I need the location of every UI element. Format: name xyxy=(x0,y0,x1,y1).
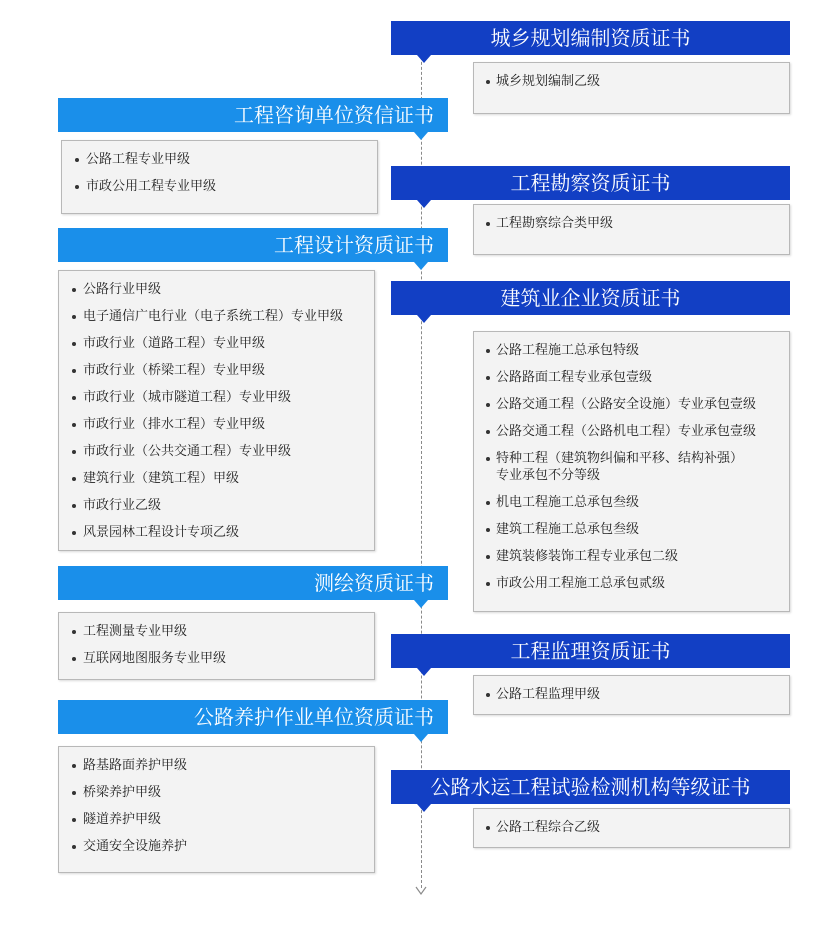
list-item: 机电工程施工总承包叁级 xyxy=(474,494,789,511)
list-item: 市政行业（道路工程）专业甲级 xyxy=(59,335,374,352)
list-item: 公路工程专业甲级 xyxy=(62,151,377,168)
timeline-arrow-icon xyxy=(415,884,427,896)
list-item: 工程勘察综合类甲级 xyxy=(474,215,789,232)
mapping-header xyxy=(58,566,448,600)
consulting-header xyxy=(58,98,448,132)
maintenance-title: 公路养护作业单位资质证书 xyxy=(194,705,434,729)
list-item: 建筑装修装饰工程专业承包二级 xyxy=(474,548,789,565)
supervision-list xyxy=(473,675,790,715)
testing-title: 公路水运工程试验检测机构等级证书 xyxy=(430,775,751,799)
list-item: 公路交通工程（公路机电工程）专业承包壹级 xyxy=(474,423,789,440)
urban-planning-list xyxy=(473,62,790,114)
supervision-header xyxy=(391,634,790,668)
design-header xyxy=(58,228,448,262)
list-item: 城乡规划编制乙级 xyxy=(474,73,789,90)
list-item: 路基路面养护甲级 xyxy=(59,757,374,774)
testing-list xyxy=(473,808,790,848)
mapping-title: 测绘资质证书 xyxy=(314,571,434,595)
maintenance-header xyxy=(58,700,448,734)
consulting-list xyxy=(61,140,378,214)
mapping-list xyxy=(58,612,375,680)
list-item: 互联网地图服务专业甲级 xyxy=(59,650,374,667)
list-item: 公路工程监理甲级 xyxy=(474,686,789,703)
maintenance-list xyxy=(58,746,375,873)
urban-planning-header xyxy=(391,21,790,55)
survey-list xyxy=(473,204,790,255)
construction-list xyxy=(473,331,790,612)
urban-planning-title: 城乡规划编制资质证书 xyxy=(490,26,691,50)
list-item: 桥梁养护甲级 xyxy=(59,784,374,801)
list-item: 风景园林工程设计专项乙级 xyxy=(59,524,374,541)
timeline-axis xyxy=(421,22,422,888)
list-item: 市政行业（桥梁工程）专业甲级 xyxy=(59,362,374,379)
list-item: 建筑工程施工总承包叁级 xyxy=(474,521,789,538)
list-item: 市政行业（城市隧道工程）专业甲级 xyxy=(59,389,374,406)
list-item: 市政行业（排水工程）专业甲级 xyxy=(59,416,374,433)
list-item: 市政公用工程施工总承包贰级 xyxy=(474,575,789,592)
list-item: 市政行业（公共交通工程）专业甲级 xyxy=(59,443,374,460)
list-item: 公路交通工程（公路安全设施）专业承包壹级 xyxy=(474,396,789,413)
survey-title: 工程勘察资质证书 xyxy=(510,171,671,195)
list-item: 公路工程综合乙级 xyxy=(474,819,789,836)
list-item: 工程测量专业甲级 xyxy=(59,623,374,640)
construction-header xyxy=(391,281,790,315)
list-item: 市政公用工程专业甲级 xyxy=(62,178,377,195)
list-item: 市政行业乙级 xyxy=(59,497,374,514)
list-item: 特种工程（建筑物纠偏和平移、结构补强）专业承包不分等级 xyxy=(474,450,789,484)
list-item: 公路行业甲级 xyxy=(59,281,374,298)
list-item: 公路工程施工总承包特级 xyxy=(474,342,789,359)
list-item: 公路路面工程专业承包壹级 xyxy=(474,369,789,386)
list-item: 建筑行业（建筑工程）甲级 xyxy=(59,470,374,487)
supervision-title: 工程监理资质证书 xyxy=(510,639,671,663)
survey-header xyxy=(391,166,790,200)
list-item: 电子通信广电行业（电子系统工程）专业甲级 xyxy=(59,308,374,325)
design-list xyxy=(58,270,375,551)
list-item: 交通安全设施养护 xyxy=(59,838,374,855)
design-title: 工程设计资质证书 xyxy=(274,233,434,257)
list-item: 隧道养护甲级 xyxy=(59,811,374,828)
consulting-title: 工程咨询单位资信证书 xyxy=(234,103,434,127)
construction-title: 建筑业企业资质证书 xyxy=(500,286,681,310)
testing-header xyxy=(391,770,790,804)
